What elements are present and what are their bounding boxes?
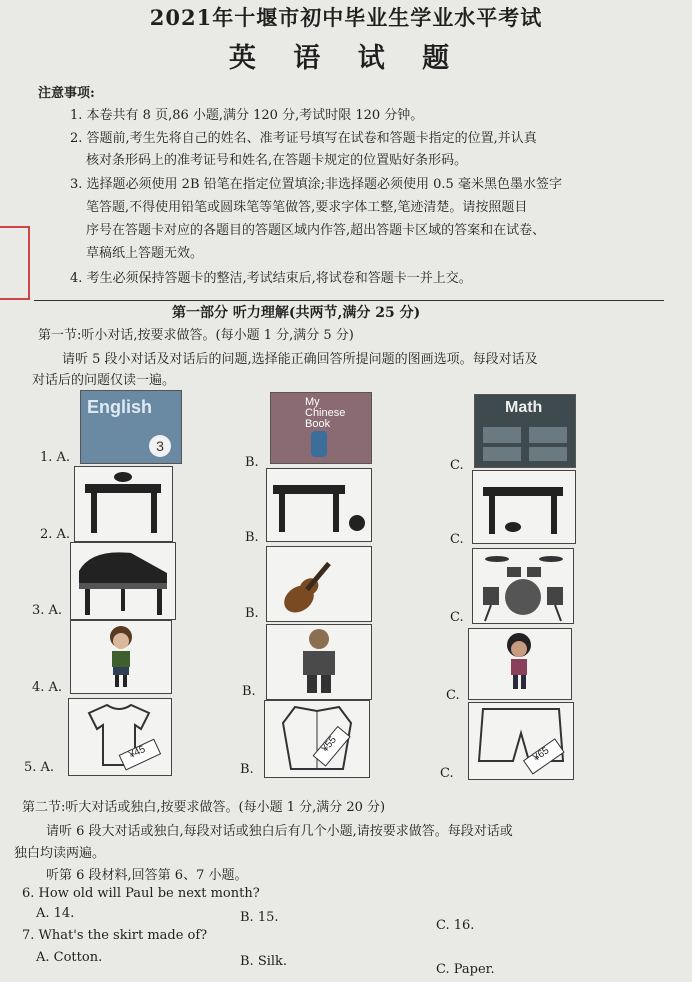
notice-item-3-cont1: 笔答题,不得使用铅笔或圆珠笔等笔做答,要求字体工整,笔迹清楚。请按照题目 xyxy=(86,200,528,215)
option-label-5c: C. xyxy=(440,766,454,781)
section2-material: 听第 6 段材料,回答第 6、7 小题。 xyxy=(46,868,248,883)
question-6-option-c[interactable]: C. 16. xyxy=(436,918,475,933)
notice-item-4: 4. 考生必须保持答题卡的整洁,考试结束后,将试卷和答题卡一并上交。 xyxy=(70,271,472,286)
question-7-option-b[interactable]: B. Silk. xyxy=(240,954,288,969)
section1-title: 第一节:听小对话,按要求做答。(每小题 1 分,满分 5 分) xyxy=(38,328,354,343)
price-tag-shorts: ¥65 xyxy=(531,745,552,764)
boy-icon xyxy=(469,629,571,699)
grid-icon xyxy=(483,427,521,443)
exam-title: 2021年十堰市初中毕业生学业水平考试 xyxy=(149,5,543,30)
chinese-book-title-line3: Book xyxy=(305,418,331,430)
section2-instruction: 请听 6 段大对话或独白,每段对话或独白后有几个小题,请按要求做答。每段对话或 xyxy=(46,824,513,839)
option-label-2c: C. xyxy=(450,532,464,547)
boy-icon xyxy=(71,621,171,693)
table-icon xyxy=(267,469,371,541)
chinese-book-title-line1: My xyxy=(305,396,320,408)
english-book-image xyxy=(80,390,182,464)
section2-instruction-cont: 独白均读两遍。 xyxy=(14,846,106,861)
chinese-book-image xyxy=(270,392,372,464)
option-label-2a: 2. A. xyxy=(40,527,71,542)
table-ball-on-top-image xyxy=(74,466,173,542)
drum-kit-icon xyxy=(473,549,573,623)
grid-icon xyxy=(529,447,567,461)
option-label-1b: B. xyxy=(245,455,259,470)
grid-icon xyxy=(483,447,521,461)
chinese-book-title xyxy=(305,397,345,430)
notice-item-1: 1. 本卷共有 8 页,86 小题,满分 120 分,考试时限 120 分钟。 xyxy=(70,108,424,123)
math-book-title: Math xyxy=(505,399,543,416)
option-label-3b: B. xyxy=(245,606,259,621)
option-label-5b: B. xyxy=(240,762,254,777)
option-label-4a: 4. A. xyxy=(32,680,63,695)
boy-cartoon-image xyxy=(468,628,572,700)
shirt-icon xyxy=(265,701,369,777)
english-book-title: English xyxy=(87,397,153,417)
table-icon xyxy=(473,471,575,543)
red-stamp-mark xyxy=(0,226,30,300)
price-tag-tshirt: ¥45 xyxy=(127,743,148,762)
table-ball-under-image xyxy=(472,470,576,544)
chinese-book-title-line2: Chinese xyxy=(305,407,346,419)
option-label-4b: B. xyxy=(242,684,256,699)
boy-with-glasses-image xyxy=(70,620,172,694)
notice-item-3-cont2: 序号在答题卡对应的各题目的答题区域内作答,超出答题卡区域的答案和在试卷、 xyxy=(86,223,546,238)
tshirt-icon xyxy=(69,699,171,775)
drum-kit-image xyxy=(472,548,574,624)
piano-image xyxy=(70,542,176,620)
guitar-icon xyxy=(267,547,371,621)
notice-heading: 注意事项: xyxy=(38,86,95,101)
question-7-option-a[interactable]: A. Cotton. xyxy=(36,950,103,965)
table-ball-beside-image xyxy=(266,468,372,542)
option-label-1a: 1. A. xyxy=(40,450,71,465)
option-label-5a: 5. A. xyxy=(24,760,55,775)
option-label-3c: C. xyxy=(450,610,464,625)
math-book-image xyxy=(474,394,576,468)
option-label-3a: 3. A. xyxy=(32,603,63,618)
section2-title: 第二节:听大对话或独白,按要求做答。(每小题 1 分,满分 20 分) xyxy=(22,800,386,815)
book-volume-number: 3 xyxy=(149,435,171,457)
notice-item-2-cont: 核对条形码上的准考证号和姓名,在答题卡规定的位置贴好条形码。 xyxy=(86,153,468,168)
piano-icon xyxy=(71,543,175,619)
question-6: 6. How old will Paul be next month? xyxy=(22,886,260,901)
shorts-icon xyxy=(469,703,573,779)
shirt-image xyxy=(264,700,370,778)
notice-item-3: 3. 选择题必须使用 2B 铅笔在指定位置填涂;非选择题必须使用 0.5 毫米黑色墨水签字 xyxy=(70,177,562,192)
guitar-image xyxy=(266,546,372,622)
option-label-1c: C. xyxy=(450,458,464,473)
man-icon xyxy=(267,625,371,699)
child-figure-icon xyxy=(311,431,327,457)
notice-item-2: 2. 答题前,考生先将自己的姓名、准考证号填写在试卷和答题卡指定的位置,并认真 xyxy=(70,131,537,146)
price-tag-shirt: ¥55 xyxy=(319,734,339,755)
question-6-option-b[interactable]: B. 15. xyxy=(240,910,279,925)
exam-subtitle: 英 语 试 题 xyxy=(228,43,464,74)
section1-instruction: 请听 5 段小对话及对话后的问题,选择能正确回答所提问题的图画选项。每段对话及 xyxy=(62,352,538,367)
notice-item-3-cont3: 草稿纸上答题无效。 xyxy=(86,246,204,261)
grid-icon xyxy=(529,427,567,443)
question-7: 7. What's the skirt made of? xyxy=(22,928,208,943)
man-image xyxy=(266,624,372,700)
tshirt-image xyxy=(68,698,172,776)
section1-instruction-cont: 对话后的问题仅读一遍。 xyxy=(32,373,176,388)
shorts-image xyxy=(468,702,574,780)
option-label-2b: B. xyxy=(245,530,259,545)
divider-line xyxy=(34,300,664,301)
table-icon xyxy=(75,467,172,541)
question-6-option-a[interactable]: A. 14. xyxy=(36,906,75,921)
option-label-4c: C. xyxy=(446,688,460,703)
part1-title: 第一部分 听力理解(共两节,满分 25 分) xyxy=(172,305,421,321)
question-7-option-c[interactable]: C. Paper. xyxy=(436,962,495,977)
